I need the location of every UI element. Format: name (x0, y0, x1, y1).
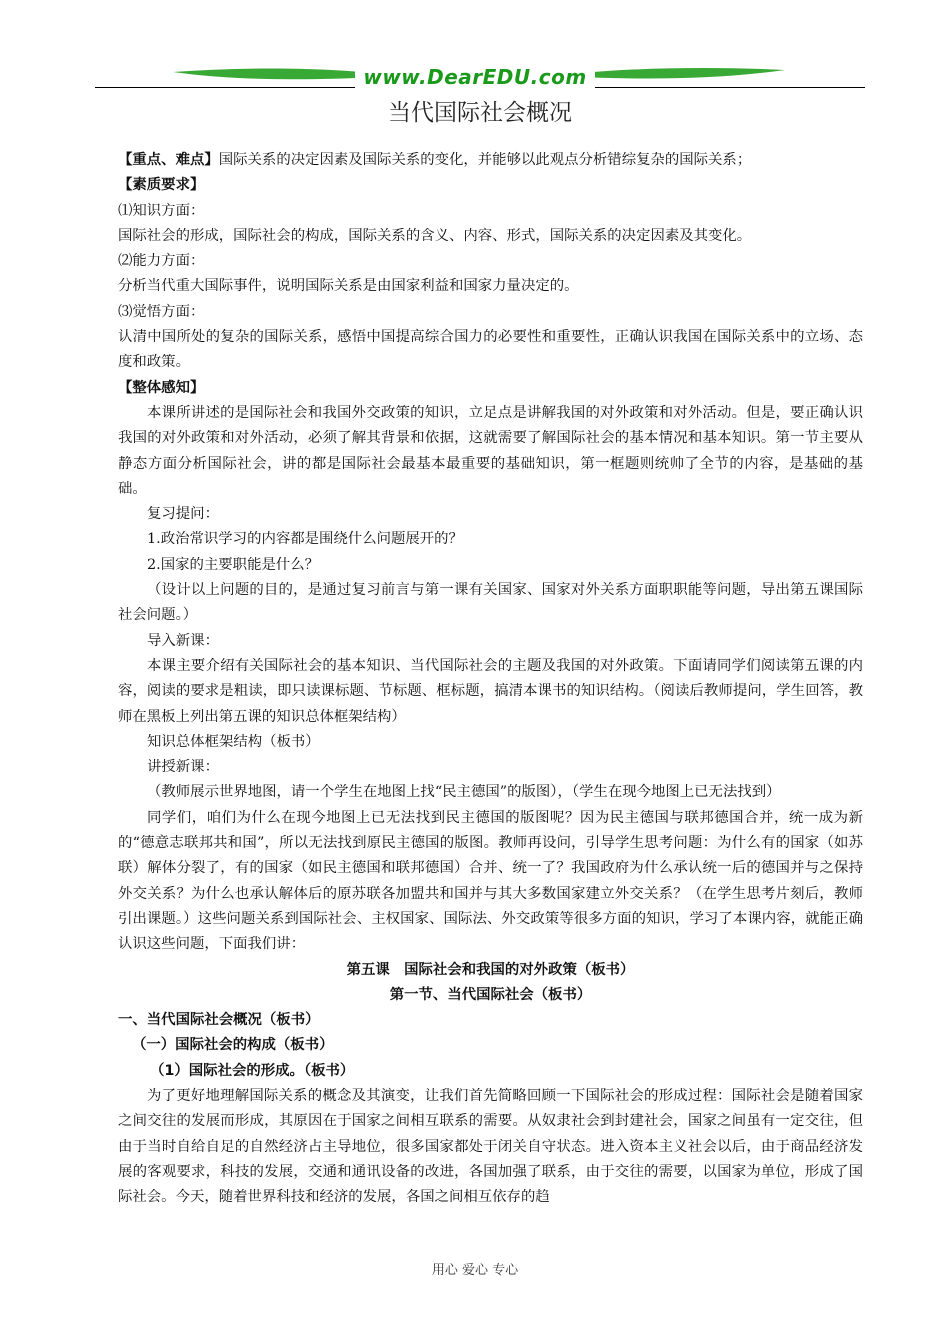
ability-text: 分析当代重大国际事件，说明国际关系是由国家利益和国家力量决定的。 (118, 278, 579, 295)
teach-text: 同学们，咱们为什么在现今地图上已无法找到民主德国的版图呢？因为民主德国与联邦德国合并，统一成为新的“德意志联邦共和国”，所以无法找到原民主德国的版图。教师再设问，引导学生思考问题：为什么有的国家（如苏联）解体分裂了，有的国家（如民主德国和联邦德国）合并、统一了？我国政府为什么承认统一后的德国并与之保持外交关系？为什么也承认解体后的原苏联各加盟共和国并与其大多数国家建立外交关系？（在学生思考片刻后，教师引出课题。）这些问题关系到国际社会、主权国家、国际法、外交政策等很多方面的知识，学习了本课内容，就能正确认识这些问题，下面我们讲： (118, 809, 863, 953)
ability-label: ⑵能力方面： (118, 253, 205, 270)
key-points-text: 国际关系的决定因素及国际关系的变化，并能够以此观点分析错综复杂的国际关系； (218, 152, 752, 168)
overall-label: 【整体感知】 (118, 379, 205, 396)
knowledge-label: ⑴知识方面： (118, 202, 205, 219)
key-points-paragraph (118, 148, 863, 173)
page-footer: 用心 爱心 专心 (431, 1263, 519, 1278)
review-question-2: 2.国家的主要职能是什么？ (147, 556, 320, 573)
lesson-title: 第五课 国际社会和我国的对外政策（板书） (346, 961, 635, 978)
section-title: 第一节、当代国际社会（板书） (389, 986, 592, 1003)
teach-label: 讲授新课： (147, 759, 219, 776)
intro-text: 本课主要介绍有关国际社会的基本知识、当代国际社会的主题及我国的对外政策。下面请同学们阅读第五课的内容，阅读的要求是粗读，即只读课标题、节标题、框标题，搞清本课书的知识结构。（阅读后教师提问，学生回答，教师在黑板上列出第五课的知识总体框架结构） (118, 657, 863, 725)
heading-level-2: （一）国际社会的构成（板书） (132, 1037, 334, 1054)
awareness-text: 认清中国所处的复杂的国际关系，感悟中国提高综合国力的必要性和重要性，正确认识我国在国际关系中的立场、态度和政策。 (118, 329, 863, 371)
awareness-label: ⑶觉悟方面： (118, 303, 205, 320)
formation-text: 为了更好地理解国际关系的概念及其演变，让我们首先简略回顾一下国际社会的形成过程：国际社会是随着国家之间交往的发展而形成，其原因在于国家之间相互联系的需要。从奴隶社会到封建社会，国家之间虽有一定交往，但由于当时自给自足的自然经济占主导地位，很多国家都处于闭关自守状态。进入资本主义社会以后，由于商品经济发展的客观要求，科技的发展，交通和通讯设备的改进，各国加强了联系，由于交往的需要，以国家为单位，形成了国际社会。今天，随着世界科技和经济的发展，各国之间相互依存的趋 (118, 1087, 863, 1206)
site-logo: www.DearEDU.com (355, 64, 595, 90)
knowledge-text: 国际社会的形成，国际社会的构成，国际关系的含义、内容、形式，国际关系的决定因素及其变化。 (118, 227, 752, 244)
framework-label: 知识总体框架结构（板书） (147, 733, 320, 750)
key-points-label: 【重点、难点】 (118, 152, 219, 168)
review-question-1: 1.政治常识学习的内容都是围绕什么问题展开的？ (147, 531, 463, 548)
teach-note: （教师展示世界地图，请一个学生在地图上找“民主德国”的版图），（学生在现今地图上已无法找到） (147, 784, 781, 801)
quality-label: 【素质要求】 (118, 177, 205, 194)
intro-label: 导入新课： (147, 632, 219, 649)
heading-level-3: （1）国际社会的形成。（板书） (150, 1062, 355, 1079)
document-body (118, 148, 863, 1210)
review-note: （设计以上问题的目的，是通过复习前言与第一课有关国家、国家对外关系方面职职能等问题，导出第五课国际社会问题。） (118, 582, 863, 624)
document-title: 当代国际社会概况 (388, 100, 572, 126)
overall-text: 本课所讲述的是国际社会和我国外交政策的知识，立足点是讲解我国的对外政策和对外活动。但是，要正确认识我国的对外政策和对外活动，必须了解其背景和依据，这就需要了解国际社会的基本情况和基本知识。第一节主要从静态方面分析国际社会，讲的都是国际社会最基本最重要的基础知识，第一框题则统帅了全节的内容，是基础的基础。 (118, 404, 863, 497)
review-label: 复习提问： (147, 506, 219, 523)
heading-level-1: 一、当代国际社会概况（板书） (118, 1012, 320, 1029)
